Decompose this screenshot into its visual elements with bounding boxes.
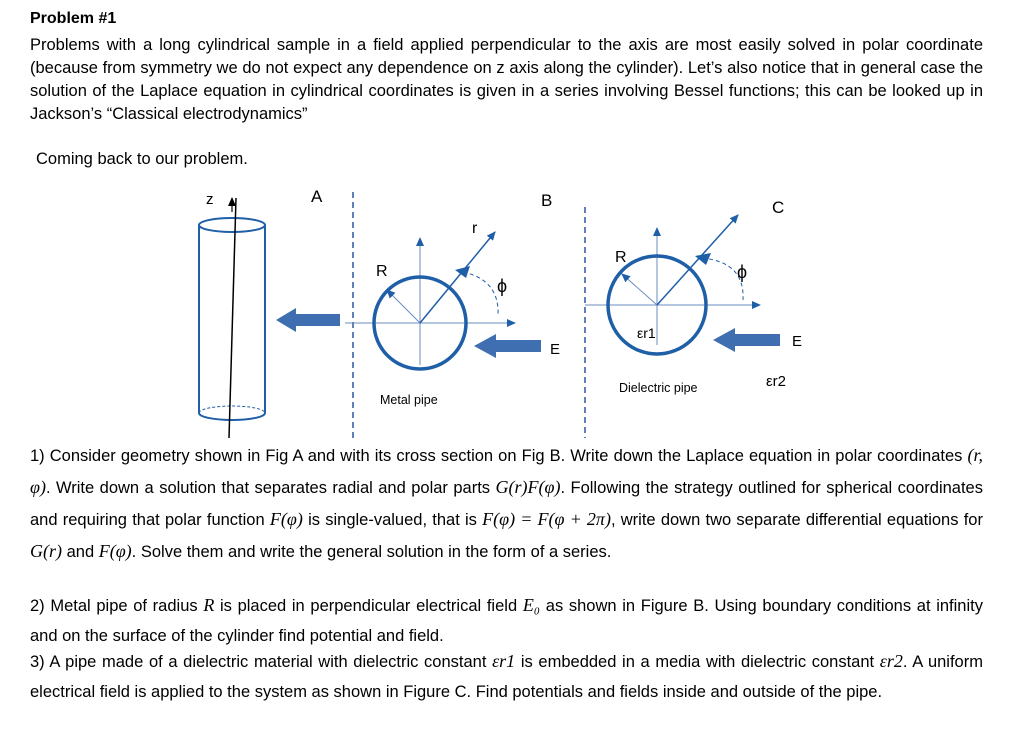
q3-text-2: is embedded in a media with dielectric constant — [520, 653, 875, 671]
q2-math-1: R — [203, 595, 215, 615]
q2-math-2: E₀ — [522, 595, 541, 615]
phi-c: ϕ — [737, 262, 748, 282]
q1-math-5: G(r) — [30, 541, 62, 561]
q1-text-6: and — [66, 543, 95, 561]
field-arrow-a — [276, 308, 340, 332]
axis-z-label: z — [206, 191, 214, 208]
q1-text-4: is single-valued, that is — [308, 511, 477, 529]
eps-r1-label: εr1 — [637, 325, 656, 341]
q1-math-4: F(φ) = F(φ + 2π) — [482, 509, 611, 529]
question-1 — [30, 440, 983, 568]
label-R-c: R — [615, 249, 627, 266]
q1-text-2: . Write down a solution that separates radial and polar parts — [45, 479, 491, 497]
q2-text-1: 2) Metal pipe of radius — [30, 597, 198, 615]
panel-a-cylinder — [199, 198, 265, 438]
q2-text-2: is placed in perpendicular electrical field — [220, 597, 518, 615]
caption-dielectric-pipe: Dielectric pipe — [619, 381, 698, 395]
question-3 — [30, 646, 983, 707]
label-a: A — [311, 187, 323, 206]
q1-math-1: (r, φ) — [30, 445, 983, 497]
field-label-b: E — [550, 341, 561, 358]
intro-paragraph: Problems with a long cylindrical sample in a field applied perpendicular to the axis are most easily solved in polar coordinate (because from symmetry we do not expect any dependence on z axis along the cylinder). Let’s also notice that in general case the solution of the Laplace equation in cylindrical coordinates is given in a series involving Bessel functions; this can be looked up in Jackson’s “Classical electrodynamics” — [30, 36, 983, 123]
label-b: B — [541, 191, 553, 210]
field-arrow-b — [474, 334, 541, 358]
eps-r2-label: εr2 — [766, 373, 787, 390]
q1-text-3: . Following the strategy outlined for spherical coordinates and requiring that polar function — [30, 479, 983, 529]
q1-text-5: , write down two separate differential equations for — [610, 511, 983, 529]
q1-text-1: 1) Consider geometry shown in Fig A and with its cross section on Fig B. Write down the Laplace equation in polar coordinates — [30, 447, 963, 465]
caption-metal-pipe: Metal pipe — [380, 393, 438, 407]
field-arrow-c — [713, 328, 780, 352]
q1-math-3: F(φ) — [269, 509, 303, 529]
q2-text-3: as shown in Figure B. Using boundary conditions at infinity and on the surface of the cylinder find potential and field. — [30, 597, 983, 645]
problem-title: Problem #1 — [30, 10, 117, 27]
phi-b: ϕ — [497, 276, 508, 296]
q3-text-3: . A uniform electrical field is applied to the system as shown in Figure C. Find potentials and fields inside and outside of the pipe. — [30, 653, 983, 701]
question-2 — [30, 590, 983, 651]
coming-back-line: Coming back to our problem. — [36, 150, 248, 168]
q1-math-2: G(r)F(φ) — [495, 477, 561, 497]
q1-text-7: . Solve them and write the general solution in the form of a series. — [131, 543, 612, 561]
figure-panels — [0, 175, 1024, 440]
label-R-b: R — [376, 263, 388, 280]
label-c: C — [772, 198, 785, 217]
label-r: r — [472, 220, 478, 237]
q3-text-1: 3) A pipe made of a dielectric material with dielectric constant — [30, 653, 487, 671]
q3-math-2: εr2 — [879, 651, 903, 671]
field-label-c: E — [792, 333, 803, 350]
q1-math-6: F(φ) — [98, 541, 132, 561]
q3-math-1: εr1 — [492, 651, 516, 671]
